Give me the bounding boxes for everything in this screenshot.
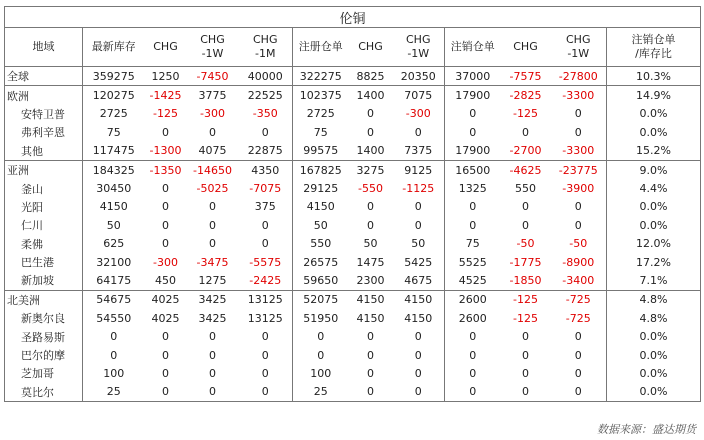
table-cell: 50 <box>313 218 328 232</box>
table-cell: 0.0% <box>607 346 701 364</box>
table-cell: 54550 <box>96 311 132 325</box>
table-cell: 0 <box>367 218 374 232</box>
column-header: CHG <box>501 28 551 67</box>
table-cell: 1325 <box>458 182 487 196</box>
table-cell: 2600 <box>445 290 501 309</box>
table-cell: 0 <box>522 125 529 139</box>
table-cell: 4150 <box>393 290 445 309</box>
table-cell: 0 <box>145 383 187 402</box>
table-cell: 4150 <box>306 200 335 214</box>
table-cell: 32100 <box>96 255 132 269</box>
table-cell: -1125 <box>393 179 445 197</box>
warehouse-name: 安特卫普 <box>5 105 83 123</box>
table-cell: 4150 <box>99 200 128 214</box>
table-cell: 8825 <box>349 67 393 86</box>
column-header: 最新库存 <box>83 28 145 67</box>
table-cell: 0 <box>445 383 501 402</box>
table-cell: 0 <box>551 327 607 345</box>
table-cell: 0 <box>209 366 216 380</box>
table-cell: 75 <box>313 125 328 139</box>
warehouse-name: 仁川 <box>5 216 83 234</box>
table-cell: 17900 <box>455 144 491 158</box>
region-name: 全球 <box>5 67 83 86</box>
table-cell: 54675 <box>83 290 145 309</box>
table-cell: 4025 <box>145 290 187 309</box>
column-header: CHG -1M <box>239 28 293 67</box>
table-cell: 625 <box>103 237 125 251</box>
table-row <box>5 142 701 161</box>
table-cell: 7.1% <box>607 271 701 290</box>
table-cell: 3425 <box>187 290 239 309</box>
table-cell: 12.0% <box>607 235 701 253</box>
table-row <box>5 86 701 105</box>
column-header: CHG <box>349 28 393 67</box>
table-cell: 4.4% <box>607 179 701 197</box>
table-cell: -125 <box>513 311 538 325</box>
table-row <box>5 235 701 253</box>
column-header: CHG -1W <box>551 28 607 67</box>
table-cell: 0 <box>110 330 118 344</box>
table-cell: 0 <box>393 327 445 345</box>
table-cell: 64175 <box>96 273 132 287</box>
table-cell: 0 <box>162 366 169 380</box>
table-cell: 0 <box>162 237 169 251</box>
table-cell: 13125 <box>239 309 293 327</box>
table-cell: 120275 <box>83 86 145 105</box>
table-cell: 20350 <box>393 67 445 86</box>
table-cell: 2725 <box>99 107 128 121</box>
table-cell: 50 <box>363 237 378 251</box>
table-cell: 0 <box>317 348 325 362</box>
table-cell: 0 <box>162 330 169 344</box>
table-cell: -7450 <box>187 67 239 86</box>
table-cell: 100 <box>103 366 125 380</box>
table-cell: -4625 <box>501 160 551 179</box>
table-cell: -2700 <box>509 144 542 158</box>
table-cell: 13125 <box>239 290 293 309</box>
table-cell: 0.0% <box>607 364 701 382</box>
table-cell: 10.3% <box>607 67 701 86</box>
table-cell: 0 <box>393 383 445 402</box>
table-cell: -125 <box>153 107 178 121</box>
table-cell: 75 <box>465 237 480 251</box>
table-cell: 0 <box>209 237 216 251</box>
table-cell: 4150 <box>393 309 445 327</box>
table-cell: 0 <box>551 383 607 402</box>
table-cell: 0 <box>239 123 293 141</box>
copy-inventory-table-container <box>4 6 700 402</box>
table-cell: -2425 <box>239 271 293 290</box>
table-cell: 0 <box>239 364 293 382</box>
table-row <box>5 216 701 234</box>
table-cell: 2600 <box>458 311 487 325</box>
table-cell: 0 <box>551 346 607 364</box>
warehouse-name: 光阳 <box>5 198 83 216</box>
warehouse-name: 新奥尔良 <box>5 309 83 327</box>
table-cell: 0 <box>501 383 551 402</box>
table-row <box>5 309 701 327</box>
table-cell: 0 <box>393 198 445 216</box>
table-cell: 184325 <box>83 160 145 179</box>
table-cell: 15.2% <box>607 142 701 161</box>
warehouse-name: 莫比尔 <box>5 383 83 402</box>
table-cell: 0 <box>239 235 293 253</box>
table-row <box>5 327 701 345</box>
table-cell: 50 <box>106 218 121 232</box>
table-cell: -27800 <box>551 67 607 86</box>
region-name: 北美洲 <box>5 290 83 309</box>
table-cell: 0 <box>393 364 445 382</box>
warehouse-name: 圣路易斯 <box>5 327 83 345</box>
warehouse-name: 其他 <box>5 142 83 161</box>
table-cell: 75 <box>106 125 121 139</box>
column-header: 注销仓单 /库存比 <box>607 28 701 67</box>
column-header: 注册仓单 <box>293 28 349 67</box>
table-cell: -125 <box>501 290 551 309</box>
table-row <box>5 105 701 123</box>
table-cell: 5425 <box>393 253 445 271</box>
table-cell: 4075 <box>198 144 227 158</box>
table-cell: -3900 <box>551 179 607 197</box>
table-cell: 0 <box>209 218 216 232</box>
table-cell: -300 <box>200 107 225 121</box>
table-cell: -350 <box>239 105 293 123</box>
table-cell: 99575 <box>303 144 339 158</box>
table-cell: 0 <box>162 200 169 214</box>
table-cell: 25 <box>293 383 349 402</box>
table-cell: -3400 <box>551 271 607 290</box>
table-cell: 40000 <box>239 67 293 86</box>
warehouse-name: 弗利辛恩 <box>5 123 83 141</box>
table-cell: 50 <box>393 235 445 253</box>
table-cell: 0.0% <box>607 198 701 216</box>
table-cell: -125 <box>513 107 538 121</box>
table-cell: 0 <box>551 123 607 141</box>
table-cell: 4025 <box>151 311 180 325</box>
table-cell: -1775 <box>509 255 542 269</box>
warehouse-name: 巴尔的摩 <box>5 346 83 364</box>
table-cell: -23775 <box>551 160 607 179</box>
table-cell: 5525 <box>458 255 487 269</box>
table-cell: 0 <box>367 366 374 380</box>
table-cell: 0 <box>367 200 374 214</box>
table-cell: 0 <box>162 125 169 139</box>
table-cell: -2825 <box>501 86 551 105</box>
table-cell: 1250 <box>145 67 187 86</box>
table-cell: -1350 <box>145 160 187 179</box>
table-cell: -5025 <box>196 182 229 196</box>
table-cell: 0 <box>522 366 529 380</box>
table-cell: 0 <box>551 105 607 123</box>
table-cell: 2300 <box>356 273 385 287</box>
table-cell: 0 <box>522 218 529 232</box>
table-cell: 1400 <box>349 86 393 105</box>
table-cell: -1850 <box>509 273 542 287</box>
table-cell: 0 <box>162 182 169 196</box>
warehouse-name: 釜山 <box>5 179 83 197</box>
table-cell: 0 <box>522 348 529 362</box>
table-cell: 0.0% <box>607 383 701 402</box>
table-cell: 117475 <box>92 144 135 158</box>
table-cell: 0 <box>551 216 607 234</box>
table-cell: 30450 <box>96 182 132 196</box>
table-cell: -3300 <box>551 142 607 161</box>
table-cell: 0 <box>367 330 374 344</box>
table-cell: 3775 <box>187 86 239 105</box>
table-cell: 4525 <box>458 273 487 287</box>
table-cell: 322275 <box>293 67 349 86</box>
table-cell: 51950 <box>303 311 339 325</box>
table-cell: -50 <box>551 235 607 253</box>
table-cell: 0 <box>522 330 529 344</box>
region-name: 亚洲 <box>5 160 83 179</box>
table-cell: 375 <box>239 198 293 216</box>
column-header: CHG <box>145 28 187 67</box>
table-cell: -725 <box>551 309 607 327</box>
table-row <box>5 123 701 141</box>
table-cell: 0 <box>209 200 216 214</box>
table-cell: 0 <box>162 218 169 232</box>
table-cell: 29125 <box>303 182 339 196</box>
warehouse-name: 柔佛 <box>5 235 83 253</box>
table-row <box>5 383 701 402</box>
table-cell: 0 <box>239 346 293 364</box>
table-cell: 0 <box>239 327 293 345</box>
table-cell: 3275 <box>349 160 393 179</box>
warehouse-name: 新加坡 <box>5 271 83 290</box>
table-cell: 7375 <box>393 142 445 161</box>
table-cell: 25 <box>83 383 145 402</box>
table-cell: 0 <box>469 200 477 214</box>
table-cell: -1425 <box>145 86 187 105</box>
table-cell: 22525 <box>239 86 293 105</box>
table-cell: 0.0% <box>607 123 701 141</box>
table-cell: 17.2% <box>607 253 701 271</box>
table-cell: -1300 <box>149 144 182 158</box>
table-cell: 1475 <box>356 255 385 269</box>
table-cell: 0 <box>349 383 393 402</box>
table-cell: 0 <box>551 198 607 216</box>
table-row <box>5 179 701 197</box>
data-source-note: 数据来源：盛达期货 <box>597 423 696 436</box>
table-cell: -3475 <box>196 255 229 269</box>
table-cell: 0 <box>393 123 445 141</box>
table-cell: 0 <box>209 330 216 344</box>
table-cell: 100 <box>310 366 332 380</box>
table-cell: 7075 <box>393 86 445 105</box>
table-title: 伦铜 <box>5 7 701 28</box>
table-cell: 0 <box>162 348 169 362</box>
table-row <box>5 253 701 271</box>
table-cell: 4675 <box>393 271 445 290</box>
table-cell: 4150 <box>349 290 393 309</box>
table-cell: 0 <box>551 364 607 382</box>
table-cell: -725 <box>551 290 607 309</box>
table-row <box>5 160 701 179</box>
table-cell: 0 <box>393 346 445 364</box>
column-header: CHG -1W <box>393 28 445 67</box>
column-header: CHG -1W <box>187 28 239 67</box>
table-cell: 0 <box>110 348 118 362</box>
table-cell: 550 <box>515 182 536 196</box>
table-cell: -5575 <box>239 253 293 271</box>
table-cell: -300 <box>393 105 445 123</box>
table-row <box>5 346 701 364</box>
header-row <box>5 28 701 67</box>
table-cell: 0 <box>317 330 325 344</box>
warehouse-name: 巴生港 <box>5 253 83 271</box>
table-cell: 22875 <box>239 142 293 161</box>
table-cell: 4.8% <box>607 309 701 327</box>
table-cell: 167825 <box>293 160 349 179</box>
table-cell: 0.0% <box>607 105 701 123</box>
table-cell: -300 <box>153 255 178 269</box>
lme-copper-inventory-table <box>4 6 701 402</box>
table-cell: 0 <box>469 330 477 344</box>
column-header: 地域 <box>5 28 83 67</box>
table-cell: 2725 <box>306 107 335 121</box>
table-cell: 450 <box>155 273 176 287</box>
table-cell: -50 <box>516 237 535 251</box>
table-cell: 0.0% <box>607 327 701 345</box>
table-cell: 4.8% <box>607 290 701 309</box>
table-cell: 16500 <box>445 160 501 179</box>
table-row <box>5 198 701 216</box>
table-cell: 9125 <box>393 160 445 179</box>
column-header: 注销仓单 <box>445 28 501 67</box>
table-cell: 0 <box>522 200 529 214</box>
table-cell: 0 <box>367 125 374 139</box>
table-cell: -14650 <box>187 160 239 179</box>
table-cell: 4350 <box>239 160 293 179</box>
table-row <box>5 290 701 309</box>
table-cell: 0 <box>239 383 293 402</box>
table-cell: 0 <box>393 216 445 234</box>
table-row <box>5 364 701 382</box>
table-body <box>5 67 701 402</box>
warehouse-name: 芝加哥 <box>5 364 83 382</box>
table-cell: 0 <box>469 107 477 121</box>
table-cell: 0 <box>469 348 477 362</box>
table-row <box>5 271 701 290</box>
table-cell: 9.0% <box>607 160 701 179</box>
table-cell: 0 <box>367 348 374 362</box>
table-cell: -3300 <box>551 86 607 105</box>
table-cell: 1275 <box>198 273 227 287</box>
table-cell: 0 <box>187 383 239 402</box>
table-cell: 0 <box>239 216 293 234</box>
table-cell: 0 <box>469 218 477 232</box>
table-cell: 0 <box>469 366 477 380</box>
table-cell: 59650 <box>303 273 339 287</box>
table-cell: -8900 <box>551 253 607 271</box>
table-row <box>5 67 701 86</box>
table-cell: 0 <box>367 107 374 121</box>
table-cell: 14.9% <box>607 86 701 105</box>
table-cell: 550 <box>310 237 332 251</box>
table-cell: 0 <box>209 125 216 139</box>
table-cell: -550 <box>358 182 383 196</box>
table-cell: 1400 <box>356 144 385 158</box>
table-cell: -7575 <box>501 67 551 86</box>
table-cell: 37000 <box>445 67 501 86</box>
table-cell: 26575 <box>303 255 339 269</box>
table-cell: 52075 <box>293 290 349 309</box>
table-cell: 102375 <box>293 86 349 105</box>
table-cell: 17900 <box>445 86 501 105</box>
table-cell: -7075 <box>239 179 293 197</box>
table-cell: 0 <box>209 348 216 362</box>
table-cell: 3425 <box>198 311 227 325</box>
table-cell: 4150 <box>356 311 385 325</box>
table-cell: 0 <box>469 125 477 139</box>
table-cell: 359275 <box>83 67 145 86</box>
table-cell: 0.0% <box>607 216 701 234</box>
region-name: 欧洲 <box>5 86 83 105</box>
